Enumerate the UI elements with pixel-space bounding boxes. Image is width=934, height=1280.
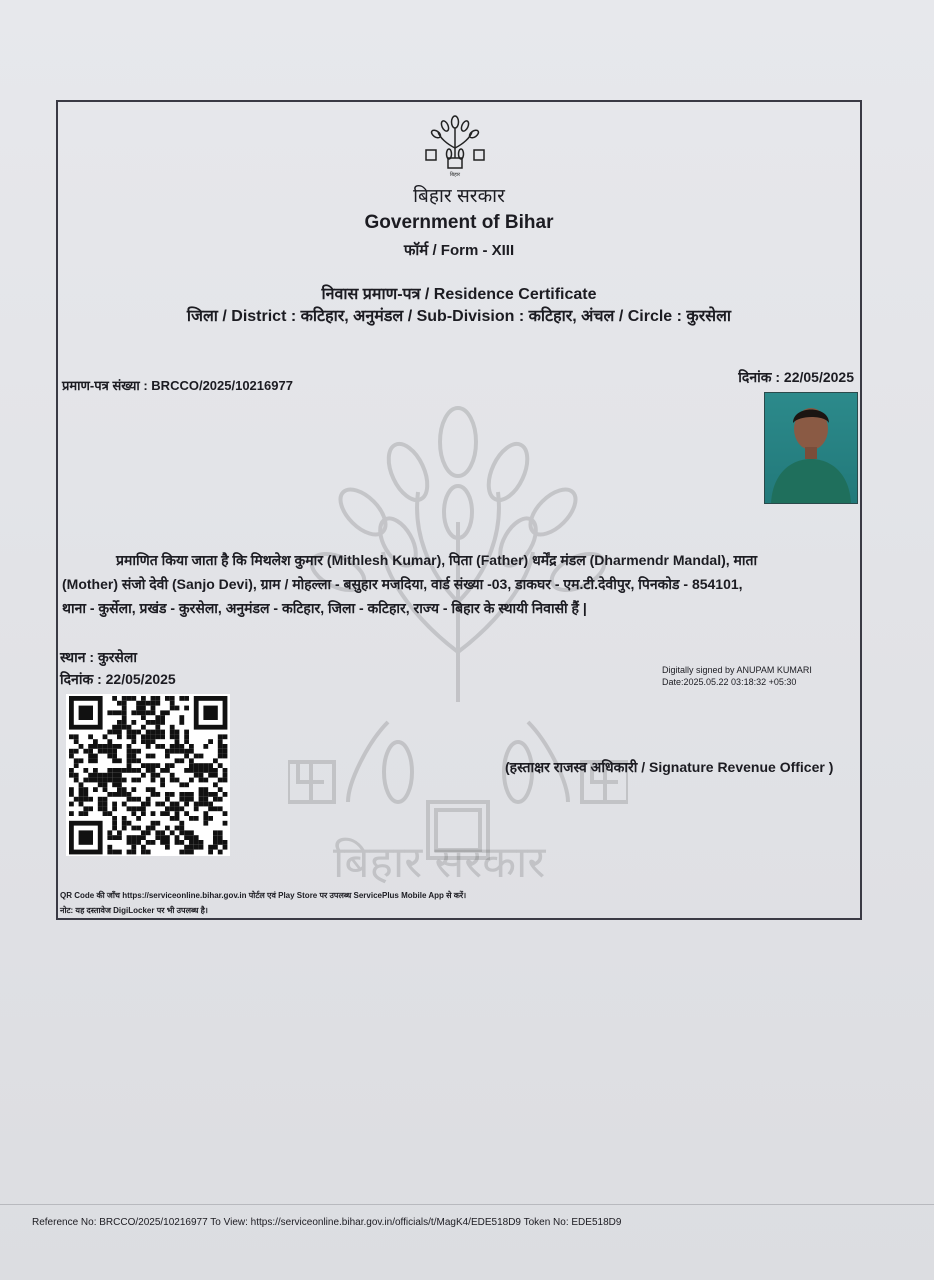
footer-date: दिनांक : 22/05/2025: [60, 671, 176, 687]
applicant-photo: [764, 392, 858, 504]
header-title-hindi: बिहार सरकार: [413, 186, 505, 207]
qr-code-icon: [66, 694, 230, 856]
digital-signature-date: Date:2025.05.22 03:18:32 +05:30: [662, 677, 797, 687]
emblem-label: बिहार: [449, 172, 461, 178]
digilocker-note: नोट: यह दस्तावेज DigiLocker पर भी उपलब्ध है।: [60, 906, 208, 915]
district-line: जिला / District : कटिहार, अनुमंडल / Sub-Division : कटिहार, अंचल / Circle : कुरसेला: [186, 308, 732, 325]
form-number: फॉर्म / Form - XIII: [403, 242, 515, 259]
bihar-emblem-icon: [422, 114, 488, 178]
digital-signature-name: Digitally signed by ANUPAM KUMARI: [662, 665, 812, 675]
place-label: स्थान : कुरसेला: [60, 649, 138, 665]
certificate-body: [62, 548, 858, 620]
header-title-english: Government of Bihar: [364, 212, 554, 233]
footer-divider: [0, 1204, 934, 1205]
body-line-2: (Mother) संजो देवी (Sanjo Devi), ग्राम / मोहल्ला - बसुहार मजदिया, वार्ड संख्या -03, डाकघर - एम.टी.देवीपुर, पिनकोड - 854101,: [62, 576, 743, 592]
issue-date: दिनांक : 22/05/2025: [738, 369, 854, 385]
body-line-1: प्रमाणित किया जाता है कि मिथलेश कुमार (Mithlesh Kumar), पिता (Father) धर्मेंद्र मंडल (Dharmendr Mandal), माता: [116, 552, 758, 568]
certificate-number: प्रमाण-पत्र संख्या : BRCCO/2025/10216977: [62, 378, 293, 393]
applicant-portrait-icon: [765, 393, 857, 503]
watermark-text: बिहार सरकार: [333, 838, 546, 887]
certificate-title: निवास प्रमाण-पत्र / Residence Certificate: [321, 286, 597, 303]
qr-code[interactable]: [66, 694, 230, 856]
bihar-emblem-watermark: [288, 402, 628, 882]
certificate-frame: [56, 100, 862, 920]
qr-verification-note: QR Code की जाँच https://serviceonline.bihar.gov.in पोर्टल एवं Play Store पर उपलब्ध ServicePlus Mobile App से करें।: [60, 891, 467, 900]
body-line-3: थाना - कुर्सेला, प्रखंड - कुरसेला, अनुमंडल - कटिहार, जिला - कटिहार, राज्य - बिहार के स्थायी निवासी हैं |: [62, 600, 587, 616]
digital-signature: [662, 664, 812, 688]
reference-line: Reference No: BRCCO/2025/10216977 To View: https://serviceonline.bihar.gov.in/officials/t/MagK4/EDE518D9 Token No: EDE518D9: [32, 1217, 622, 1228]
signature-title: (हस्ताक्षर राजस्व अधिकारी / Signature Revenue Officer ): [505, 759, 834, 775]
